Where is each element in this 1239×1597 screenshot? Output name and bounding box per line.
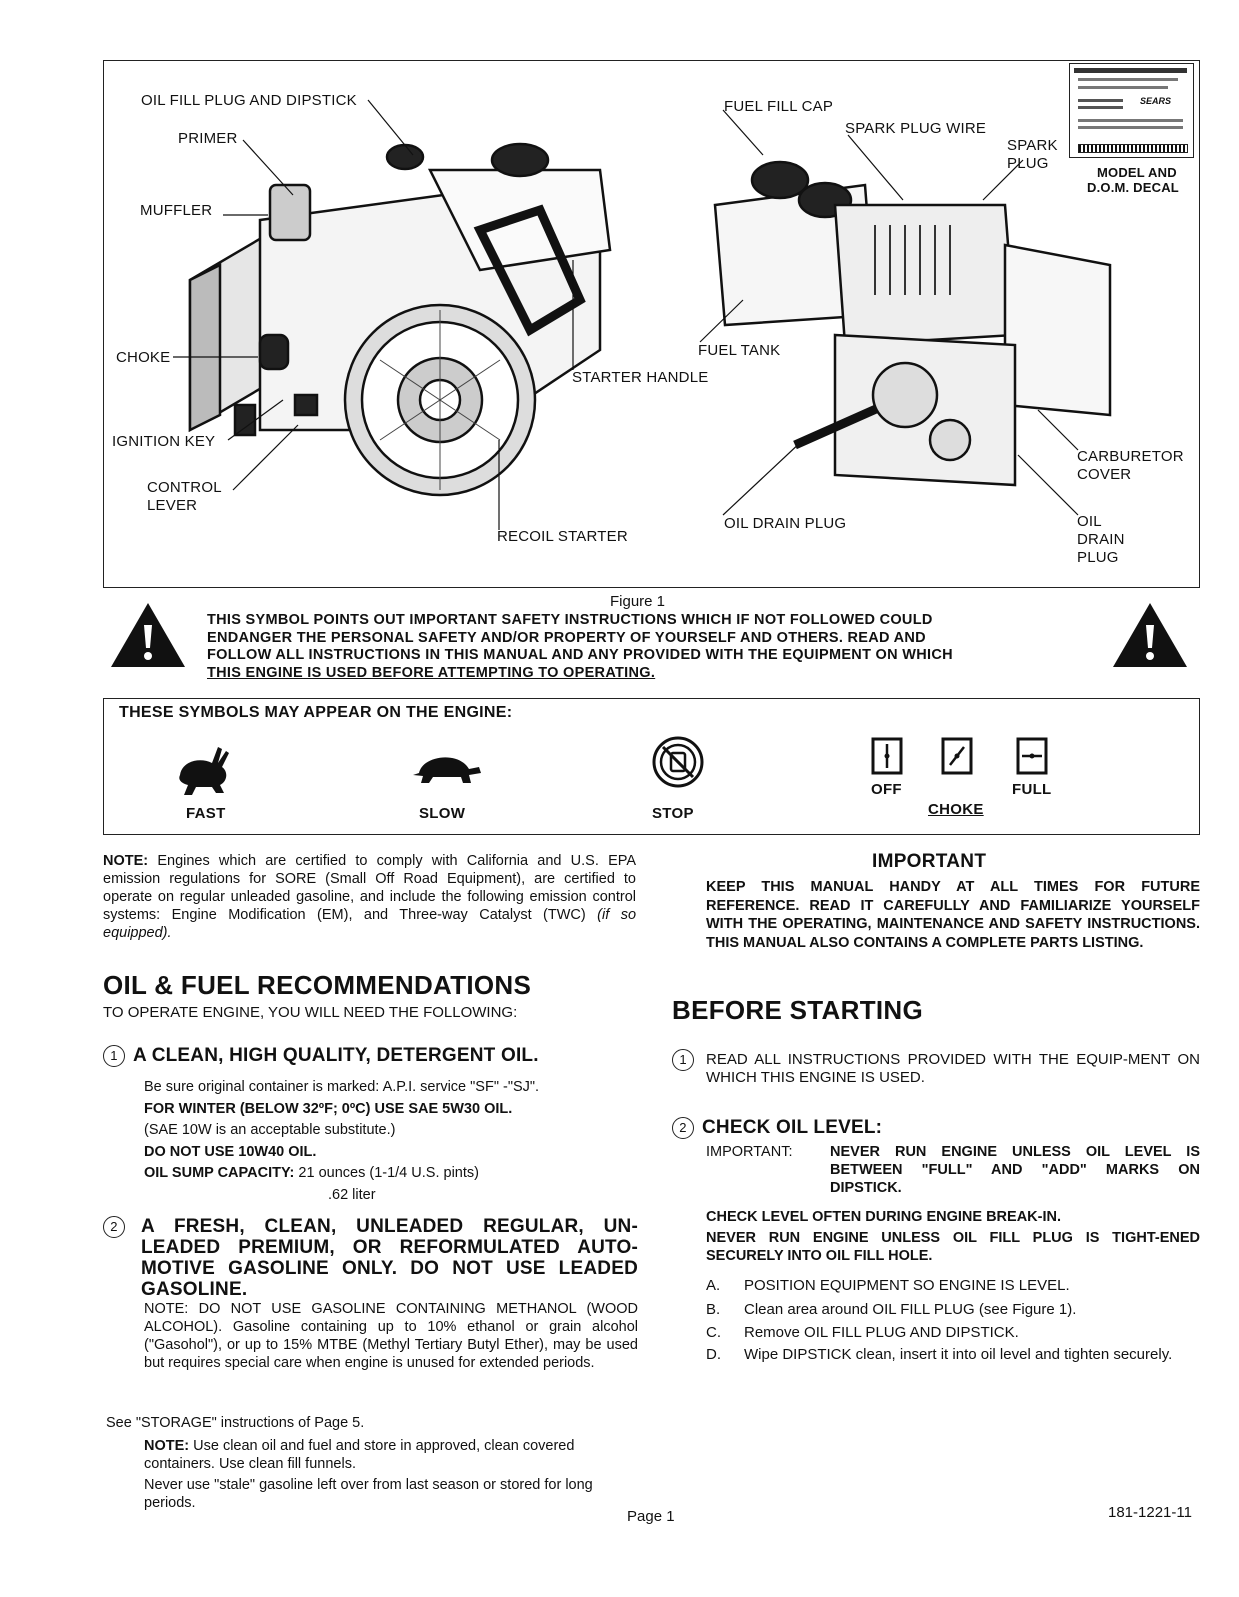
symbol-slow-label: SLOW xyxy=(419,805,466,822)
symbol-off-label: OFF xyxy=(871,781,902,798)
check-often: CHECK LEVEL OFTEN DURING ENGINE BREAK-IN. xyxy=(706,1209,1062,1225)
oil-sump-label: OIL SUMP CAPACITY: xyxy=(144,1165,295,1181)
symbols-title: THESE SYMBOLS MAY APPEAR ON THE ENGINE: xyxy=(119,704,513,721)
note-text: Engines which are certified to comply with California and U.S. EPA emission regulations for SORE (Small Off Road Equipment), are certified to operate on regular unleaded gasoline, and include the following emission control systems: Engine Modification (EM), and Three-way Catalyst (TWC) xyxy=(103,853,637,923)
label-ignition-key: IGNITION KEY xyxy=(112,433,216,450)
step-a-letter: A. xyxy=(706,1277,721,1294)
oil-check-steps xyxy=(706,1274,1200,1365)
step-a-text: POSITION EQUIPMENT SO ENGINE IS LEVEL. xyxy=(744,1277,1070,1294)
model-decal xyxy=(1069,63,1194,158)
emission-note xyxy=(103,852,636,942)
step-d-text: Wipe DIPSTICK clean, insert it into oil level and tighten securely. xyxy=(744,1345,1173,1363)
step-b-letter: B. xyxy=(706,1300,721,1318)
important-title: IMPORTANT xyxy=(872,851,987,872)
warning-line-4: THIS ENGINE IS USED BEFORE ATTEMPTING TO OPERATING. xyxy=(207,664,656,681)
step1-number: 1 xyxy=(672,1049,694,1071)
page-number: Page 1 xyxy=(627,1508,675,1525)
step-a xyxy=(706,1274,1200,1298)
label-starter-handle: STARTER HANDLE xyxy=(572,369,709,386)
label-muffler: MUFFLER xyxy=(140,202,213,219)
label-fuel-fill-cap: FUEL FILL CAP xyxy=(724,98,834,115)
label-oil-drain-3: PLUG xyxy=(1077,549,1119,566)
stop-icon xyxy=(651,735,705,789)
decal-brand: SEARS xyxy=(1140,96,1172,106)
item2-title xyxy=(103,1216,638,1300)
engine-symbols-box xyxy=(103,698,1200,835)
warning-line-1: THIS SYMBOL POINTS OUT IMPORTANT SAFETY INSTRUCTIONS WHICH IF NOT FOLLOWED COULD xyxy=(207,612,933,628)
barcode xyxy=(1078,144,1188,153)
label-fuel-tank: FUEL TANK xyxy=(698,342,781,359)
label-recoil-starter: RECOIL STARTER xyxy=(497,528,628,545)
item1-body xyxy=(144,1077,644,1206)
step1-text: READ ALL INSTRUCTIONS PROVIDED WITH THE EQUIP-MENT ON WHICH THIS ENGINE IS USED. xyxy=(706,1051,1200,1086)
note2-text: Use clean oil and fuel and store in approved, clean covered containers. Use clean fill funnels. xyxy=(144,1438,575,1472)
note2-label: NOTE: xyxy=(144,1438,190,1454)
note-italic: (if so equipped). xyxy=(103,907,637,941)
warning-line-3: FOLLOW ALL INSTRUCTIONS IN THIS MANUAL AND ANY PROVIDED WITH THE EQUIPMENT ON WHICH xyxy=(207,647,953,663)
rabbit-icon xyxy=(172,741,234,797)
item1-line3: (SAE 10W is an acceptable substitute.) xyxy=(144,1122,396,1138)
warning-triangle-icon-right xyxy=(1110,600,1190,670)
item1-line4: DO NOT USE 10W40 OIL. xyxy=(144,1143,317,1160)
stale-gasoline-note: Never use "stale" gasoline left over from last season or stored for long periods. xyxy=(144,1477,593,1511)
important-oil-level xyxy=(706,1143,1200,1197)
clean-storage-note xyxy=(144,1437,644,1473)
see-storage: See "STORAGE" instructions of Page 5. xyxy=(106,1415,365,1431)
label-control-lever-2: LEVER xyxy=(147,497,198,514)
important-oil-text: NEVER RUN ENGINE UNLESS OIL LEVEL IS BETWEEN "FULL" AND "ADD" MARKS ON DIPSTICK. xyxy=(830,1144,1200,1196)
item1-line1: Be sure original container is marked: A.P.I. service "SF" -"SJ". xyxy=(144,1079,540,1095)
step-c-letter: C. xyxy=(706,1324,721,1341)
item1-title xyxy=(103,1045,539,1067)
oil-fuel-heading: OIL & FUEL RECOMMENDATIONS xyxy=(103,970,532,1000)
step2-title-text: CHECK OIL LEVEL: xyxy=(702,1117,883,1139)
item1-title-text: A CLEAN, HIGH QUALITY, DETERGENT OIL. xyxy=(133,1045,539,1067)
step1 xyxy=(672,1051,1200,1087)
label-primer: PRIMER xyxy=(178,130,238,147)
choke-full-icon xyxy=(1016,737,1048,775)
warning-line-2: ENDANGER THE PERSONAL SAFETY AND/OR PROPERTY OF YOURSELF AND OTHERS. READ AND xyxy=(207,629,926,646)
step-d xyxy=(706,1345,1200,1365)
step-c xyxy=(706,1321,1200,1345)
important-label: IMPORTANT: xyxy=(706,1144,793,1160)
warning-triangle-icon-left xyxy=(108,600,188,670)
symbol-choke-label: CHOKE xyxy=(928,801,984,818)
item1-line2: FOR WINTER (BELOW 32ºF; 0ºC) USE SAE 5W30 OIL. xyxy=(144,1100,513,1117)
label-model-decal-1: MODEL AND xyxy=(1097,165,1177,180)
choke-off-icon xyxy=(871,737,903,775)
choke-half-icon xyxy=(941,737,973,775)
before-starting-heading: BEFORE STARTING xyxy=(672,995,924,1025)
item2-note: NOTE: DO NOT USE GASOLINE CONTAINING METHANOL (WOOD ALCOHOL). Gasoline containing up to 10% ethanol or grain alcohol ("Gasohol"), or up to 15% MTBE (Methyl Tertiary Butyl Ether), may be used but requires special care when engine is unused for extended periods. xyxy=(144,1301,638,1371)
item2-title-text: A FRESH, CLEAN, UNLEADED REGULAR, UN-LEADED PREMIUM, OR REFORMULATED AUTO-MOTIVE GASOLINE ONLY. DO NOT USE LEADED GASOLINE. xyxy=(141,1216,638,1300)
step2-title xyxy=(672,1117,882,1139)
safety-warning xyxy=(207,612,1107,682)
label-oil-drain-2: DRAIN xyxy=(1077,531,1125,548)
label-spark-plug-wire: SPARK PLUG WIRE xyxy=(845,120,987,137)
label-carburetor-1: CARBURETOR xyxy=(1077,448,1184,465)
label-choke: CHOKE xyxy=(116,349,171,366)
step2-number: 2 xyxy=(672,1117,694,1139)
item1-number: 1 xyxy=(103,1045,125,1067)
turtle-icon xyxy=(409,747,485,787)
symbol-stop-label: STOP xyxy=(652,805,694,822)
label-model-decal-2: D.O.M. DECAL xyxy=(1087,180,1179,195)
figure-caption: Figure 1 xyxy=(610,593,666,610)
step-b xyxy=(706,1298,1200,1322)
document-code: 181-1221-11 xyxy=(1108,1504,1192,1521)
note-label: NOTE: xyxy=(103,853,149,869)
item2-number: 2 xyxy=(103,1216,125,1238)
item1-line6: .62 liter xyxy=(328,1186,376,1203)
symbol-full-label: FULL xyxy=(1012,781,1052,798)
step-c-text: Remove OIL FILL PLUG AND DIPSTICK. xyxy=(744,1324,1019,1341)
symbol-fast-label: FAST xyxy=(186,805,226,822)
label-oil-drain-1: OIL xyxy=(1077,513,1102,530)
important-text: KEEP THIS MANUAL HANDY AT ALL TIMES FOR FUTURE REFERENCE. READ IT CAREFULLY AND FAMILIARIZE YOURSELF WITH THE OPERATING, MAINTENANCE AND SAFETY INSTRUCTIONS. THIS MANUAL ALSO CONTAINS A COMPLETE PARTS LISTING. xyxy=(706,879,1200,951)
label-spark-plug-1: SPARK xyxy=(1007,137,1058,154)
never-run: NEVER RUN ENGINE UNLESS OIL FILL PLUG IS TIGHT-ENED SECURELY INTO OIL FILL HOLE. xyxy=(706,1230,1200,1264)
step-b-text: Clean area around OIL FILL PLUG (see Figure 1). xyxy=(744,1300,1077,1318)
label-spark-plug-2: PLUG xyxy=(1007,155,1049,172)
label-oil-fill-plug: OIL FILL PLUG AND DIPSTICK xyxy=(141,92,357,109)
step-d-letter: D. xyxy=(706,1345,721,1363)
label-control-lever-1: CONTROL xyxy=(147,479,222,496)
oil-fuel-subheading: TO OPERATE ENGINE, YOU WILL NEED THE FOLLOWING: xyxy=(103,1004,518,1021)
oil-sump-value: 21 ounces (1-1/4 U.S. pints) xyxy=(298,1165,479,1181)
label-carburetor-2: COVER xyxy=(1077,466,1132,483)
label-oil-drain-plug: OIL DRAIN PLUG xyxy=(724,515,847,532)
